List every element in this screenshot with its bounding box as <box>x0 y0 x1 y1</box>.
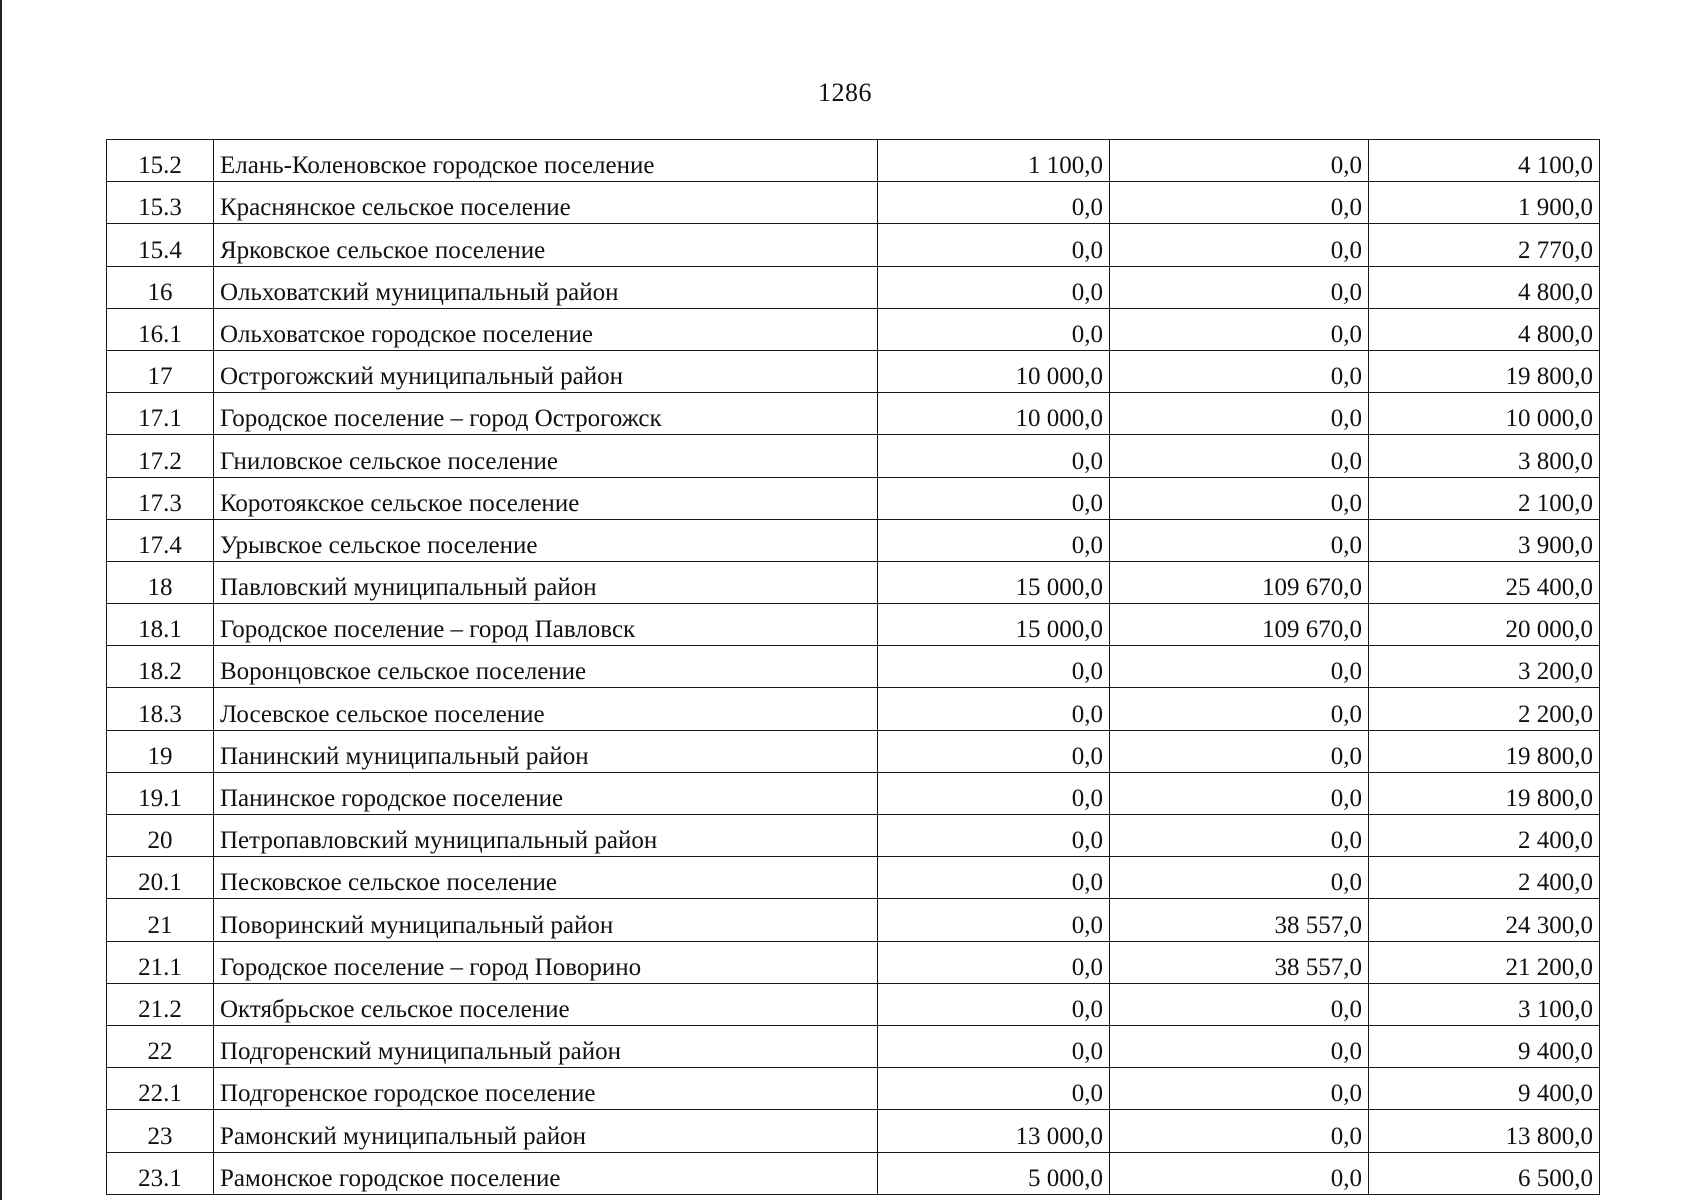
row-number: 18.3 <box>107 688 214 730</box>
value-col-2: 0,0 <box>1110 1025 1369 1067</box>
table-row <box>107 308 1600 350</box>
row-number: 15.3 <box>107 182 214 224</box>
municipality-name: Панинский муниципальный район <box>214 730 878 772</box>
value-col-3: 19 800,0 <box>1369 350 1600 392</box>
value-col-3: 2 200,0 <box>1369 688 1600 730</box>
value-col-3: 3 100,0 <box>1369 983 1600 1025</box>
row-number: 23.1 <box>107 1152 214 1194</box>
data-table <box>106 139 1600 1195</box>
row-number: 19 <box>107 730 214 772</box>
municipality-name: Коротоякское сельское поселение <box>214 477 878 519</box>
row-number: 17.2 <box>107 435 214 477</box>
value-col-3: 4 800,0 <box>1369 266 1600 308</box>
table-row <box>107 1068 1600 1110</box>
row-number: 21.1 <box>107 941 214 983</box>
table-row <box>107 730 1600 772</box>
value-col-2: 0,0 <box>1110 140 1369 182</box>
value-col-3: 2 100,0 <box>1369 477 1600 519</box>
table-row <box>107 393 1600 435</box>
row-number: 18.2 <box>107 646 214 688</box>
value-col-3: 19 800,0 <box>1369 772 1600 814</box>
municipality-name: Елань-Коленовское городское поселение <box>214 140 878 182</box>
value-col-2: 0,0 <box>1110 1068 1369 1110</box>
table-row <box>107 1025 1600 1067</box>
value-col-1: 13 000,0 <box>878 1110 1110 1152</box>
table-row <box>107 435 1600 477</box>
row-number: 20.1 <box>107 857 214 899</box>
value-col-2: 0,0 <box>1110 983 1369 1025</box>
value-col-3: 4 100,0 <box>1369 140 1600 182</box>
row-number: 16 <box>107 266 214 308</box>
value-col-2: 0,0 <box>1110 1152 1369 1194</box>
value-col-1: 1 100,0 <box>878 140 1110 182</box>
value-col-1: 0,0 <box>878 308 1110 350</box>
value-col-3: 21 200,0 <box>1369 941 1600 983</box>
row-number: 20 <box>107 815 214 857</box>
value-col-3: 2 770,0 <box>1369 224 1600 266</box>
value-col-2: 109 670,0 <box>1110 604 1369 646</box>
row-number: 17.4 <box>107 519 214 561</box>
table-row <box>107 983 1600 1025</box>
value-col-2: 0,0 <box>1110 730 1369 772</box>
table-row <box>107 815 1600 857</box>
table-row <box>107 857 1600 899</box>
value-col-1: 0,0 <box>878 772 1110 814</box>
value-col-2: 0,0 <box>1110 688 1369 730</box>
value-col-3: 9 400,0 <box>1369 1068 1600 1110</box>
row-number: 15.4 <box>107 224 214 266</box>
municipality-name: Ольховатский муниципальный район <box>214 266 878 308</box>
municipality-name: Павловский муниципальный район <box>214 561 878 603</box>
municipality-name: Ольховатское городское поселение <box>214 308 878 350</box>
row-number: 21 <box>107 899 214 941</box>
table-row <box>107 224 1600 266</box>
value-col-1: 10 000,0 <box>878 393 1110 435</box>
table-row <box>107 899 1600 941</box>
table-row <box>107 1152 1600 1194</box>
page-number: 1286 <box>818 78 872 107</box>
row-number: 23 <box>107 1110 214 1152</box>
value-col-1: 0,0 <box>878 646 1110 688</box>
municipality-name: Поворинский муниципальный район <box>214 899 878 941</box>
value-col-3: 3 200,0 <box>1369 646 1600 688</box>
value-col-3: 4 800,0 <box>1369 308 1600 350</box>
table-row <box>107 519 1600 561</box>
table-row <box>107 604 1600 646</box>
municipality-name: Городское поселение – город Павловск <box>214 604 878 646</box>
value-col-1: 0,0 <box>878 435 1110 477</box>
table-row <box>107 182 1600 224</box>
municipality-name: Урывское сельское поселение <box>214 519 878 561</box>
row-number: 18 <box>107 561 214 603</box>
row-number: 16.1 <box>107 308 214 350</box>
value-col-1: 0,0 <box>878 224 1110 266</box>
municipality-name: Воронцовское сельское поселение <box>214 646 878 688</box>
value-col-1: 0,0 <box>878 815 1110 857</box>
row-number: 17.3 <box>107 477 214 519</box>
row-number: 22 <box>107 1025 214 1067</box>
municipality-name: Гниловское сельское поселение <box>214 435 878 477</box>
row-number: 15.2 <box>107 140 214 182</box>
value-col-1: 0,0 <box>878 1025 1110 1067</box>
municipality-name: Панинское городское поселение <box>214 772 878 814</box>
value-col-2: 0,0 <box>1110 815 1369 857</box>
table-row <box>107 140 1600 182</box>
municipality-name: Лосевское сельское поселение <box>214 688 878 730</box>
value-col-1: 0,0 <box>878 688 1110 730</box>
municipality-name: Октябрьское сельское поселение <box>214 983 878 1025</box>
value-col-3: 19 800,0 <box>1369 730 1600 772</box>
value-col-1: 5 000,0 <box>878 1152 1110 1194</box>
municipality-name: Острогожский муниципальный район <box>214 350 878 392</box>
value-col-2: 0,0 <box>1110 477 1369 519</box>
table-row <box>107 941 1600 983</box>
value-col-3: 25 400,0 <box>1369 561 1600 603</box>
value-col-2: 0,0 <box>1110 350 1369 392</box>
municipality-name: Подгоренский муниципальный район <box>214 1025 878 1067</box>
value-col-3: 3 800,0 <box>1369 435 1600 477</box>
value-col-1: 0,0 <box>878 266 1110 308</box>
value-col-2: 0,0 <box>1110 772 1369 814</box>
value-col-1: 0,0 <box>878 182 1110 224</box>
value-col-2: 0,0 <box>1110 393 1369 435</box>
row-number: 17.1 <box>107 393 214 435</box>
value-col-3: 9 400,0 <box>1369 1025 1600 1067</box>
table-body <box>107 140 1600 1195</box>
value-col-1: 0,0 <box>878 899 1110 941</box>
value-col-1: 0,0 <box>878 519 1110 561</box>
value-col-1: 0,0 <box>878 730 1110 772</box>
municipality-name: Подгоренское городское поселение <box>214 1068 878 1110</box>
value-col-3: 3 900,0 <box>1369 519 1600 561</box>
municipality-name: Ярковское сельское поселение <box>214 224 878 266</box>
row-number: 18.1 <box>107 604 214 646</box>
value-col-3: 20 000,0 <box>1369 604 1600 646</box>
value-col-3: 2 400,0 <box>1369 857 1600 899</box>
row-number: 19.1 <box>107 772 214 814</box>
municipality-name: Городское поселение – город Острогожск <box>214 393 878 435</box>
value-col-3: 10 000,0 <box>1369 393 1600 435</box>
row-number: 17 <box>107 350 214 392</box>
municipality-name: Песковское сельское поселение <box>214 857 878 899</box>
value-col-2: 0,0 <box>1110 308 1369 350</box>
value-col-2: 38 557,0 <box>1110 941 1369 983</box>
value-col-1: 15 000,0 <box>878 604 1110 646</box>
value-col-2: 0,0 <box>1110 435 1369 477</box>
row-number: 22.1 <box>107 1068 214 1110</box>
value-col-3: 6 500,0 <box>1369 1152 1600 1194</box>
value-col-2: 0,0 <box>1110 519 1369 561</box>
value-col-1: 15 000,0 <box>878 561 1110 603</box>
value-col-1: 0,0 <box>878 941 1110 983</box>
value-col-1: 0,0 <box>878 983 1110 1025</box>
value-col-2: 0,0 <box>1110 857 1369 899</box>
value-col-2: 0,0 <box>1110 646 1369 688</box>
municipality-name: Городское поселение – город Поворино <box>214 941 878 983</box>
municipality-name: Петропавловский муниципальный район <box>214 815 878 857</box>
table-row <box>107 1110 1600 1152</box>
table-row <box>107 688 1600 730</box>
municipality-name: Краснянское сельское поселение <box>214 182 878 224</box>
value-col-2: 0,0 <box>1110 1110 1369 1152</box>
table-row <box>107 266 1600 308</box>
table-row <box>107 772 1600 814</box>
row-number: 21.2 <box>107 983 214 1025</box>
value-col-2: 38 557,0 <box>1110 899 1369 941</box>
value-col-3: 1 900,0 <box>1369 182 1600 224</box>
value-col-3: 24 300,0 <box>1369 899 1600 941</box>
table-row <box>107 561 1600 603</box>
value-col-2: 0,0 <box>1110 182 1369 224</box>
table-row <box>107 350 1600 392</box>
value-col-3: 2 400,0 <box>1369 815 1600 857</box>
page-left-edge <box>0 0 2 1200</box>
municipality-name: Рамонское городское поселение <box>214 1152 878 1194</box>
value-col-2: 109 670,0 <box>1110 561 1369 603</box>
value-col-1: 10 000,0 <box>878 350 1110 392</box>
value-col-1: 0,0 <box>878 857 1110 899</box>
value-col-3: 13 800,0 <box>1369 1110 1600 1152</box>
value-col-1: 0,0 <box>878 1068 1110 1110</box>
value-col-2: 0,0 <box>1110 224 1369 266</box>
value-col-1: 0,0 <box>878 477 1110 519</box>
municipality-name: Рамонский муниципальный район <box>214 1110 878 1152</box>
value-col-2: 0,0 <box>1110 266 1369 308</box>
table-row <box>107 477 1600 519</box>
table-row <box>107 646 1600 688</box>
